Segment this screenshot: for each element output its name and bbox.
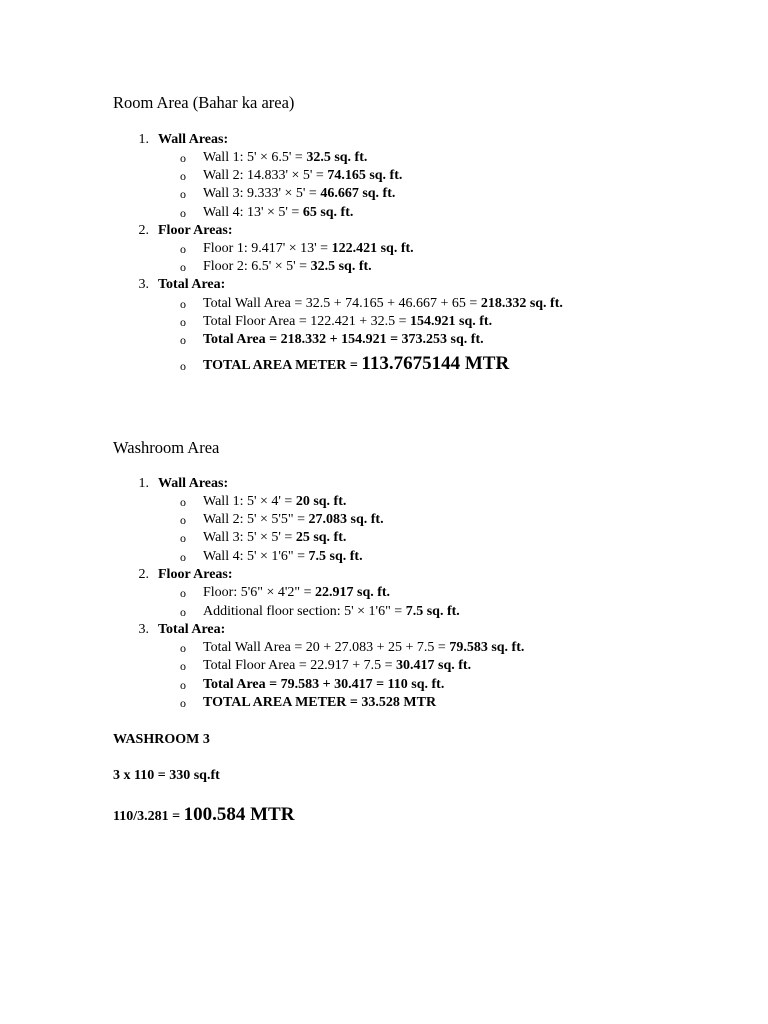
bullet: o [180,187,186,201]
bullet: o [180,696,186,710]
item-value: 7.5 sq. ft. [308,549,363,564]
item-text: Wall 3: 9.333' × 5' = [203,186,321,201]
section-label: Wall Areas: [158,132,229,147]
item-text: Floor 2: 6.5' × 5' = [203,259,311,274]
item-value: 154.921 sq. ft. [410,314,493,329]
list-number: 3. [138,277,149,292]
section-label: Total Area: [158,277,226,292]
item-text: Floor: 5'6" × 4'2" = [203,585,315,600]
item-value: 20 sq. ft. [295,494,347,509]
bullet: o [180,678,186,692]
section-label: Floor Areas: [158,223,233,238]
washroom3-heading: WASHROOM 3 [113,732,210,747]
item-text: Wall 2: 14.833' × 5' = [203,168,328,183]
item-text: Wall 3: 5' × 5' = [203,530,296,545]
bullet: o [180,513,186,527]
item-text: Floor 1: 9.417' × 13' = [203,241,332,256]
bullet: o [180,151,186,165]
item-text: Additional floor section: 5' × 1'6" = [203,604,406,619]
bullet: o [180,659,186,673]
bullet: o [180,550,186,564]
bullet: o [180,206,186,220]
total-meter-text: TOTAL AREA METER = 33.528 MTR [203,695,437,710]
calc-value: 100.584 MTR [183,804,295,825]
item-value: 46.667 sq. ft. [320,186,396,201]
total-area-text: Total Area = 79.583 + 30.417 = 110 sq. ft. [203,677,445,692]
section-label: Floor Areas: [158,567,233,582]
item-value: 74.165 sq. ft. [327,168,403,183]
list-number: 2. [138,567,149,582]
bullet: o [180,495,186,509]
item-value: 25 sq. ft. [295,530,347,545]
washroom3-calc-sqft: 3 x 110 = 330 sq.ft [113,768,220,783]
list-number: 2. [138,223,149,238]
bullet: o [180,359,186,373]
item-value: 122.421 sq. ft. [331,241,414,256]
item-value: 32.5 sq. ft. [306,150,368,165]
item-value: 30.417 sq. ft. [396,658,472,673]
section-label: Total Area: [158,622,226,637]
item-value: 7.5 sq. ft. [405,604,460,619]
bullet: o [180,169,186,183]
item-value: 22.917 sq. ft. [315,585,391,600]
total-area-text: Total Area = 218.332 + 154.921 = 373.253 sq. ft. [203,332,484,347]
item-value: 65 sq. ft. [302,205,354,220]
bullet: o [180,333,186,347]
item-text: Wall 2: 5' × 5'5" = [203,512,309,527]
bullet: o [180,260,186,274]
item-value: 32.5 sq. ft. [310,259,372,274]
calc-label: 110/3.281 = [113,809,184,824]
washroom3-calc-meter [113,804,294,828]
item-value: 79.583 sq. ft. [449,640,525,655]
bullet: o [180,242,186,256]
item-text: Wall 4: 13' × 5' = [203,205,303,220]
item-text: Total Wall Area = 32.5 + 74.165 + 46.667 + 65 = [203,296,481,311]
bullet: o [180,641,186,655]
list-number: 1. [138,476,149,491]
section-label: Wall Areas: [158,476,229,491]
item-text: Total Floor Area = 22.917 + 7.5 = [203,658,397,673]
washroom-area-heading: Washroom Area [113,438,220,457]
item-text: Wall 1: 5' × 6.5' = [203,150,307,165]
bullet: o [180,315,186,329]
total-meter-value: 113.7675144 MTR [361,353,510,374]
item-value: 218.332 sq. ft. [480,296,563,311]
total-meter-label: TOTAL AREA METER = [203,358,362,373]
list-number: 1. [138,132,149,147]
item-text: Wall 4: 5' × 1'6" = [203,549,309,564]
item-text: Total Wall Area = 20 + 27.083 + 25 + 7.5 = [203,640,450,655]
bullet: o [180,605,186,619]
item-value: 27.083 sq. ft. [308,512,384,527]
bullet: o [180,297,186,311]
item-text: Total Floor Area = 122.421 + 32.5 = [203,314,411,329]
item-text: Wall 1: 5' × 4' = [203,494,296,509]
bullet: o [180,531,186,545]
room-area-heading: Room Area (Bahar ka area) [113,93,295,112]
list-number: 3. [138,622,149,637]
bullet: o [180,586,186,600]
